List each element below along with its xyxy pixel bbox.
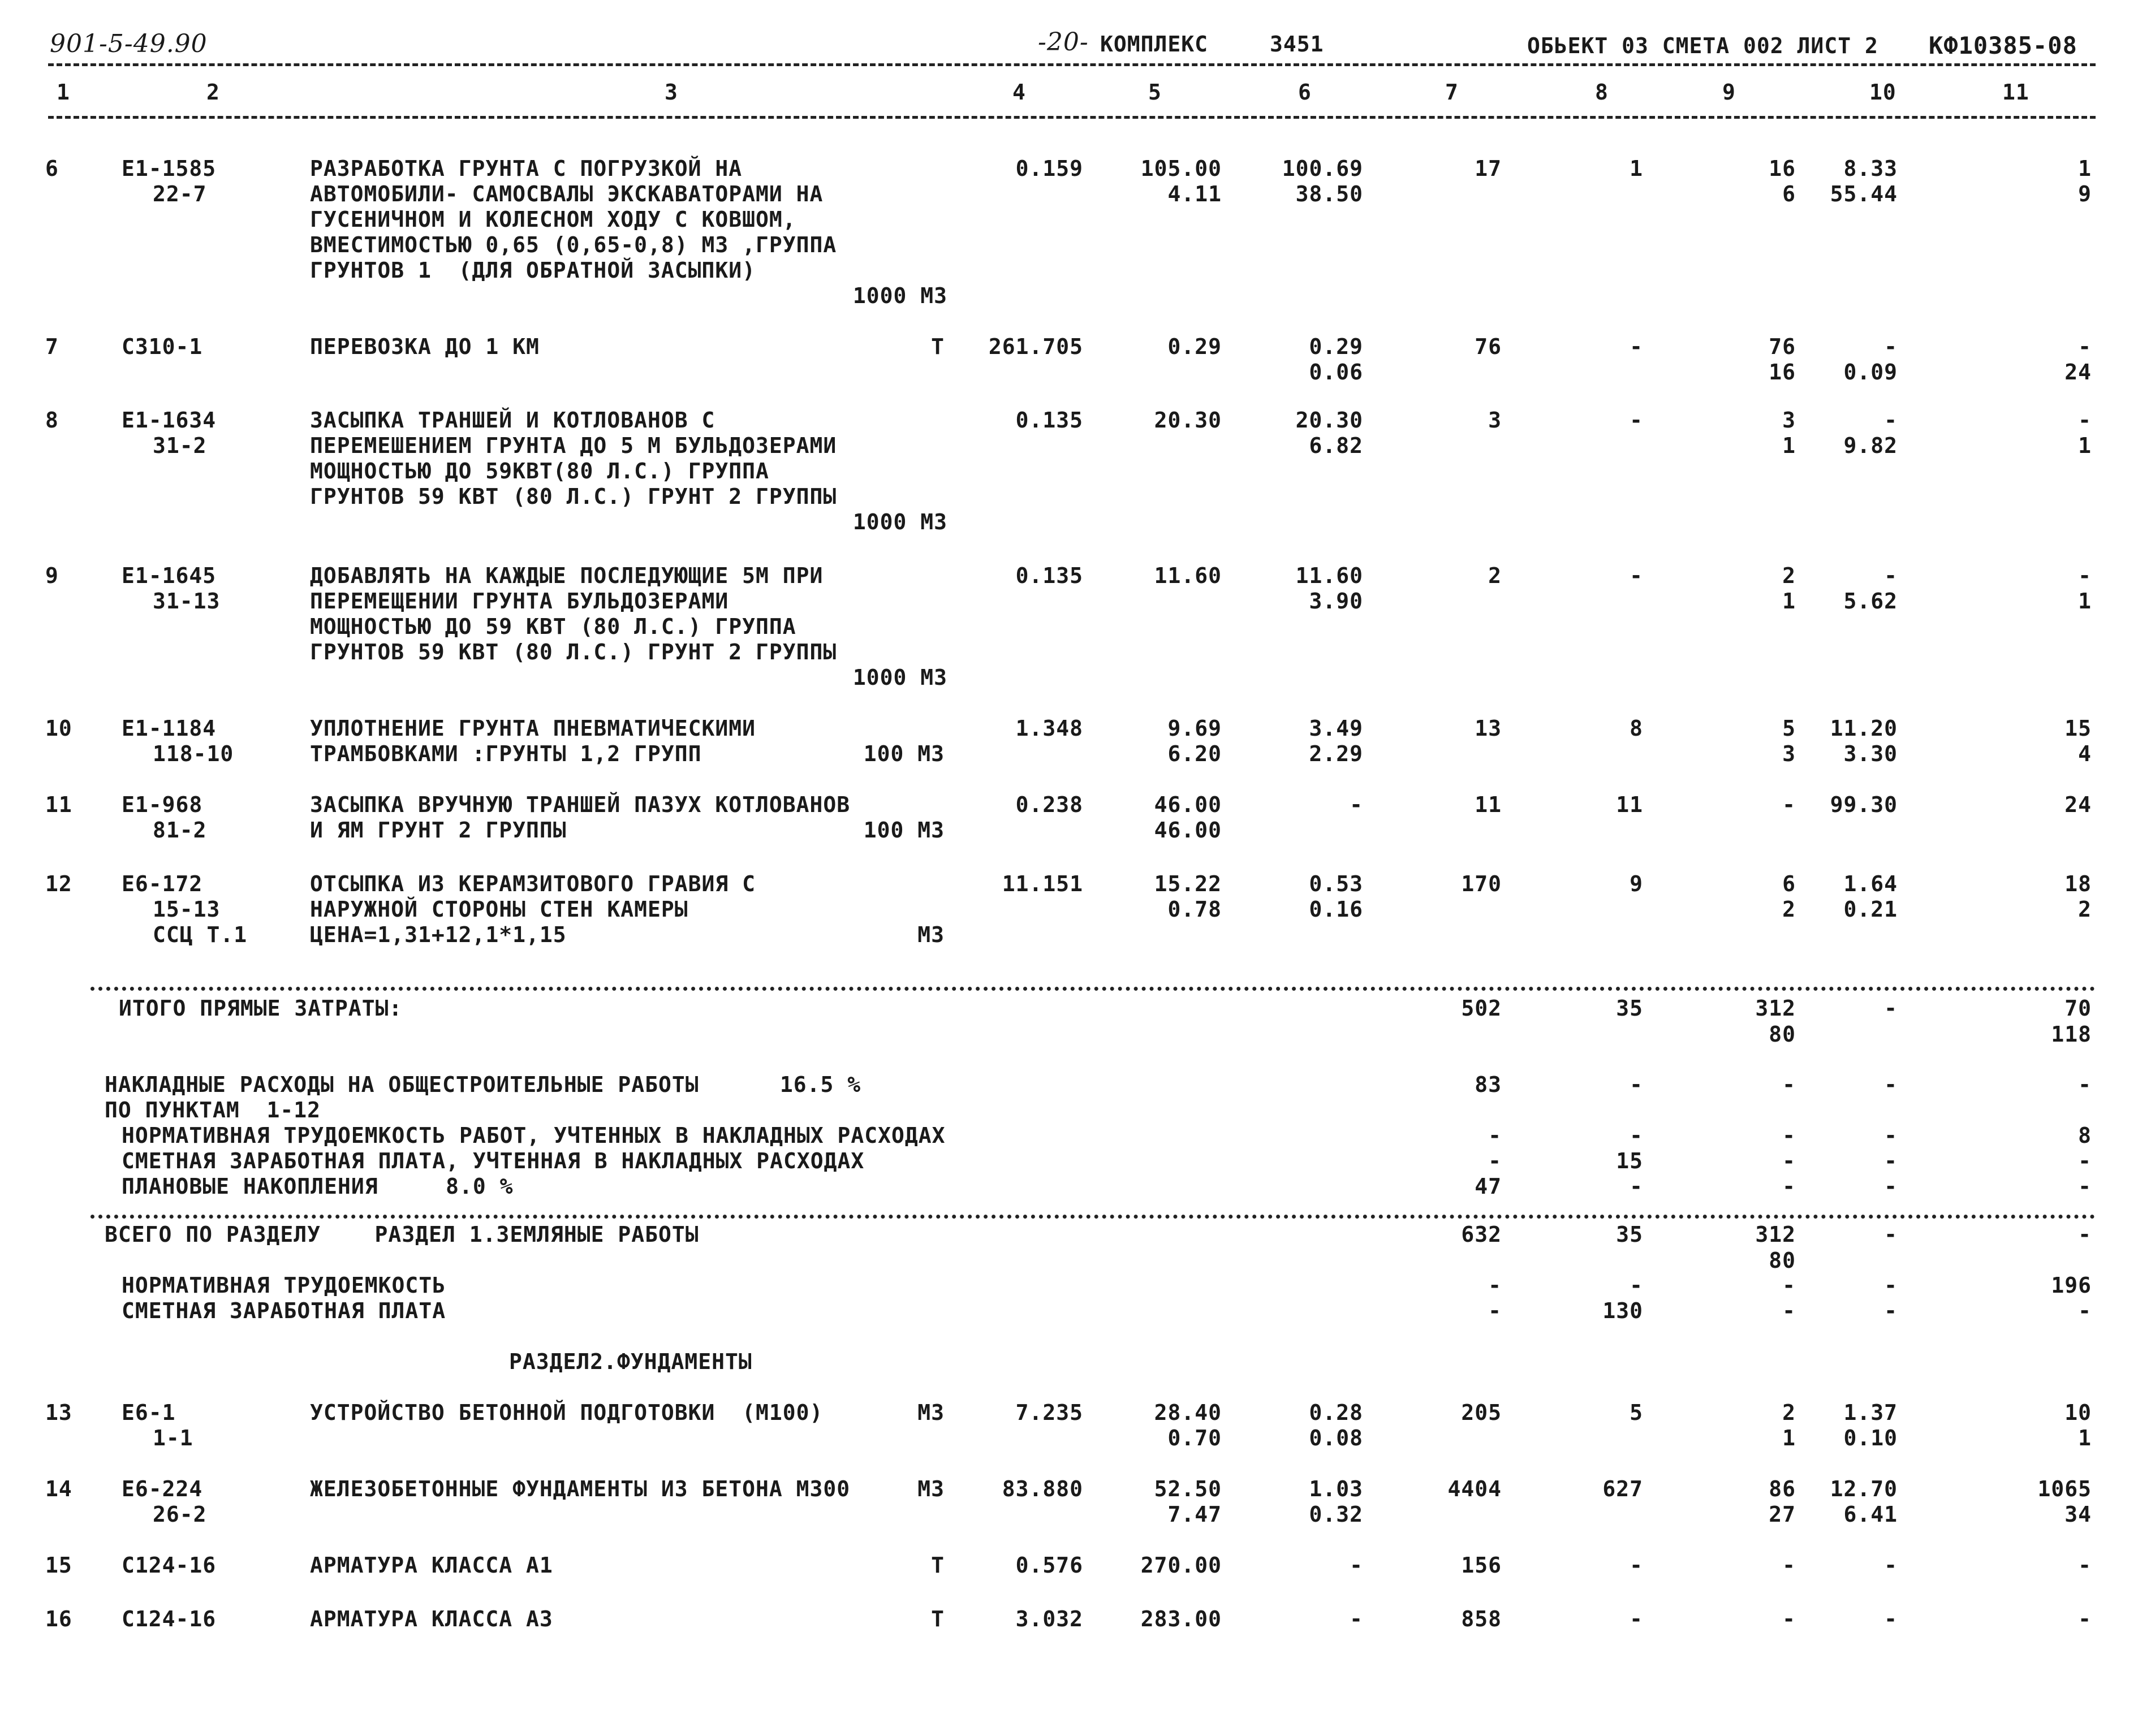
overhead-wage-label: СМЕТНАЯ ЗАРАБОТНАЯ ПЛАТА, УЧТЕННАЯ В НАКЛАДНЫХ РАСХОДАХ — [122, 1148, 865, 1173]
overhead-value: - — [1884, 1123, 1898, 1148]
row-c5: 46.00 — [1154, 792, 1222, 817]
row-unit: 1000 М3 — [852, 665, 947, 690]
row-c5: 105.00 — [1140, 156, 1222, 181]
row-unit: Т — [931, 334, 945, 359]
section-total-value: - — [1782, 1298, 1796, 1323]
row-c8: 1 — [1630, 156, 1643, 181]
row-c6: 3.49 — [1309, 716, 1363, 741]
row-c6: 0.06 — [1309, 360, 1363, 385]
row-c6: 6.82 — [1309, 433, 1363, 458]
subtotal-col11: 70 — [2064, 996, 2092, 1021]
column-header-3: 3 — [665, 80, 678, 105]
row-description: ОТСЫПКА ИЗ КЕРАМЗИТОВОГО ГРАВИЯ С — [310, 871, 756, 896]
row-quantity: 0.159 — [1015, 156, 1083, 181]
row-code: 22-7 — [153, 182, 207, 206]
row-code: ССЦ Т.1 — [153, 922, 248, 947]
row-c10: - — [1884, 1553, 1898, 1578]
row-unit: М3 — [917, 922, 945, 947]
row-c6: 3.90 — [1309, 589, 1363, 614]
row-c11: - — [2078, 408, 2092, 433]
row-c9: 3 — [1782, 408, 1796, 433]
row-c11: 1 — [2078, 589, 2092, 614]
row-c7: 156 — [1461, 1553, 1502, 1578]
row-quantity: 1.348 — [1015, 716, 1083, 741]
header-rule-top — [48, 63, 2096, 66]
section-total-label: ВСЕГО ПО РАЗДЕЛУ РАЗДЕЛ 1.ЗЕМЛЯНЫЕ РАБОТЫ — [105, 1222, 699, 1247]
row-c6: 0.28 — [1309, 1400, 1363, 1425]
page-number: -20- — [1038, 28, 1089, 57]
overhead-labor-label: НОРМАТИВНАЯ ТРУДОЕМКОСТЬ РАБОТ, УЧТЕННЫХ В НАКЛАДНЫХ РАСХОДАХ — [122, 1123, 946, 1148]
overhead-value: - — [1630, 1072, 1643, 1097]
section-total-value: - — [1782, 1273, 1796, 1298]
row-description: МОЩНОСТЬЮ ДО 59КВТ(80 Л.С.) ГРУППА — [310, 459, 769, 483]
row-c8: - — [1630, 1607, 1643, 1631]
row-c11: 24 — [2064, 792, 2092, 817]
row-unit: 100 М3 — [863, 741, 945, 766]
overhead-value: - — [1630, 1174, 1643, 1199]
row-c10: 6.41 — [1843, 1502, 1898, 1527]
row-description: ГРУНТОВ 1 (ДЛЯ ОБРАТНОЙ ЗАСЫПКИ) — [310, 258, 756, 283]
row-description: НАРУЖНОЙ СТОРОНЫ СТЕН КАМЕРЫ — [310, 897, 688, 922]
row-description: МОЩНОСТЬЮ ДО 59 КВТ (80 Л.С.) ГРУППА — [310, 614, 796, 639]
row-c11: 24 — [2064, 360, 2092, 385]
row-code: E1-1184 — [122, 716, 217, 741]
column-header-2: 2 — [206, 80, 220, 105]
row-description: ДОБАВЛЯТЬ НА КАЖДЫЕ ПОСЛЕДУЮЩИЕ 5М ПРИ — [310, 563, 824, 588]
row-c11: - — [2078, 563, 2092, 588]
row-c9: - — [1782, 792, 1796, 817]
row-c10: 1.37 — [1843, 1400, 1898, 1425]
row-c9: 6 — [1782, 871, 1796, 896]
row-c5: 15.22 — [1154, 871, 1222, 896]
row-c10: - — [1884, 408, 1898, 433]
row-c8: 11 — [1616, 792, 1643, 817]
column-header-8: 8 — [1595, 80, 1609, 105]
row-description: И ЯМ ГРУНТ 2 ГРУППЫ — [310, 818, 567, 843]
row-c9: 5 — [1782, 716, 1796, 741]
row-c10: 0.21 — [1843, 897, 1898, 922]
column-header-10: 10 — [1869, 80, 1896, 105]
row-code: C124-16 — [122, 1607, 217, 1631]
subtotal-col8: 35 — [1616, 996, 1643, 1021]
column-header-4: 4 — [1012, 80, 1026, 105]
row-code: E6-1 — [122, 1400, 176, 1425]
row-c6: 1.03 — [1309, 1476, 1363, 1501]
overhead-value: - — [1884, 1148, 1898, 1173]
row-quantity: 0.576 — [1015, 1553, 1083, 1578]
overhead-value: 15 — [1616, 1148, 1643, 1173]
row-c10: 55.44 — [1830, 182, 1898, 206]
row-c8: 9 — [1630, 871, 1643, 896]
row-c7: 170 — [1461, 871, 1502, 896]
row-c10: - — [1884, 1607, 1898, 1631]
row-c5: 6.20 — [1167, 741, 1222, 766]
row-unit: М3 — [917, 1476, 945, 1501]
row-number: 13 — [45, 1400, 72, 1425]
overhead-value: - — [1488, 1123, 1502, 1148]
header-rule-bottom — [48, 116, 2096, 119]
row-c9: 27 — [1769, 1502, 1796, 1527]
overhead-value: - — [1488, 1148, 1502, 1173]
row-c10: 0.10 — [1843, 1426, 1898, 1450]
row-c9: 16 — [1769, 360, 1796, 385]
row-description: АВТОМОБИЛИ- САМОСВАЛЫ ЭКСКАВАТОРАМИ НА — [310, 182, 824, 206]
object-sheet-info: ОБЬЕКТ 03 СМЕТА 002 ЛИСТ 2 — [1527, 33, 1878, 58]
overhead-value: 83 — [1475, 1072, 1502, 1097]
column-header-7: 7 — [1445, 80, 1459, 105]
row-c11: 1 — [2078, 156, 2092, 181]
row-c5: 0.78 — [1167, 897, 1222, 922]
section-labor-label: НОРМАТИВНАЯ ТРУДОЕМКОСТЬ — [122, 1273, 446, 1298]
overhead-value: - — [2078, 1174, 2092, 1199]
row-c9: 3 — [1782, 741, 1796, 766]
row-number: 6 — [45, 156, 59, 181]
section-total-col7: 632 — [1461, 1222, 1502, 1247]
row-c8: - — [1630, 408, 1643, 433]
row-c9: - — [1782, 1607, 1796, 1631]
row-code: E1-968 — [122, 792, 203, 817]
column-header-5: 5 — [1148, 80, 1162, 105]
row-number: 11 — [45, 792, 72, 817]
row-description: ГУСЕНИЧНОМ И КОЛЕСНОМ ХОДУ С КОВШОМ, — [310, 207, 796, 232]
overhead-label: НАКЛАДНЫЕ РАСХОДЫ НА ОБЩЕСТРОИТЕЛЬНЫЕ РАБОТЫ 16.5 % — [105, 1072, 861, 1097]
section-total-col11: - — [2078, 1222, 2092, 1247]
row-description: ПЕРЕМЕШЕНИЕМ ГРУНТА ДО 5 М БУЛЬДОЗЕРАМИ — [310, 433, 837, 458]
row-c6: 11.60 — [1295, 563, 1363, 588]
section-total-value: 196 — [2051, 1273, 2092, 1298]
row-c7: 76 — [1475, 334, 1502, 359]
section-total-value: - — [1884, 1273, 1898, 1298]
row-c9: 76 — [1769, 334, 1796, 359]
row-c10: 9.82 — [1843, 433, 1898, 458]
row-quantity: 7.235 — [1015, 1400, 1083, 1425]
row-c6: 38.50 — [1295, 182, 1363, 206]
row-c7: 205 — [1461, 1400, 1502, 1425]
row-c11: 1065 — [2037, 1476, 2092, 1501]
row-code: E1-1645 — [122, 563, 217, 588]
doc-number: 901-5-49.90 — [50, 29, 208, 58]
overhead-value: - — [2078, 1072, 2092, 1097]
section-total-value: 130 — [1602, 1298, 1643, 1323]
row-description: АРМАТУРА КЛАССА А3 — [310, 1607, 553, 1631]
row-c7: 17 — [1475, 156, 1502, 181]
row-c5: 0.29 — [1167, 334, 1222, 359]
row-description: ГРУНТОВ 59 КВТ (80 Л.С.) ГРУНТ 2 ГРУППЫ — [310, 640, 837, 664]
row-c8: 8 — [1630, 716, 1643, 741]
row-c9: 2 — [1782, 897, 1796, 922]
row-description: РАЗРАБОТКА ГРУНТА С ПОГРУЗКОЙ НА — [310, 156, 743, 181]
row-number: 14 — [45, 1476, 72, 1501]
row-description: АРМАТУРА КЛАССА А1 — [310, 1553, 553, 1578]
section-total-value: - — [1488, 1298, 1502, 1323]
row-number: 8 — [45, 408, 59, 433]
row-quantity: 83.880 — [1002, 1476, 1083, 1501]
row-c7: 4404 — [1447, 1476, 1502, 1501]
row-code: E6-172 — [122, 871, 203, 896]
row-description: ТРАМБОВКАМИ :ГРУНТЫ 1,2 ГРУПП — [310, 741, 702, 766]
row-c11: 34 — [2064, 1502, 2092, 1527]
row-c5: 11.60 — [1154, 563, 1222, 588]
row-c7: 2 — [1488, 563, 1502, 588]
row-c11: 1 — [2078, 433, 2092, 458]
overhead-value: - — [1782, 1148, 1796, 1173]
section-wage-label: СМЕТНАЯ ЗАРАБОТНАЯ ПЛАТА — [122, 1298, 446, 1323]
row-code: C310-1 — [122, 334, 203, 359]
row-unit: 100 М3 — [863, 818, 945, 843]
row-unit: Т — [931, 1553, 945, 1578]
row-description: ПЕРЕМЕЩЕНИИ ГРУНТА БУЛЬДОЗЕРАМИ — [310, 589, 729, 614]
row-c9: 1 — [1782, 589, 1796, 614]
row-code: 31-2 — [153, 433, 207, 458]
section-total-rule — [90, 1215, 2096, 1219]
section-total-value: - — [2078, 1298, 2092, 1323]
section-total-value: - — [1488, 1273, 1502, 1298]
row-unit: 1000 М3 — [852, 509, 947, 534]
row-c9: 86 — [1769, 1476, 1796, 1501]
row-number: 7 — [45, 334, 59, 359]
subtotal-col10: - — [1884, 996, 1898, 1021]
row-quantity: 0.135 — [1015, 563, 1083, 588]
row-c9: 1 — [1782, 433, 1796, 458]
section2-title: РАЗДЕЛ2.ФУНДАМЕНТЫ — [509, 1349, 752, 1374]
row-c5: 270.00 — [1140, 1553, 1222, 1578]
row-c7: 858 — [1461, 1607, 1502, 1631]
row-c11: 18 — [2064, 871, 2092, 896]
row-c5: 0.70 — [1167, 1426, 1222, 1450]
row-number: 12 — [45, 871, 72, 896]
row-c11: - — [2078, 1553, 2092, 1578]
overhead-items: ПО ПУНКТАМ 1-12 — [105, 1098, 321, 1122]
row-unit: 1000 М3 — [852, 283, 947, 308]
row-c11: 2 — [2078, 897, 2092, 922]
row-number: 10 — [45, 716, 72, 741]
row-c6: - — [1350, 1553, 1363, 1578]
row-c9: 6 — [1782, 182, 1796, 206]
subtotal-col9-b: 80 — [1769, 1022, 1796, 1047]
row-c11: 1 — [2078, 1426, 2092, 1450]
row-number: 9 — [45, 563, 59, 588]
subtotal-col11-b: 118 — [2051, 1022, 2092, 1047]
row-c9: 2 — [1782, 563, 1796, 588]
row-c6: 0.08 — [1309, 1426, 1363, 1450]
complex-number: 3451 — [1270, 32, 1324, 57]
row-c11: 10 — [2064, 1400, 2092, 1425]
row-c10: 5.62 — [1843, 589, 1898, 614]
overhead-value: - — [1884, 1072, 1898, 1097]
row-description: ПЕРЕВОЗКА ДО 1 КМ — [310, 334, 540, 359]
row-description: ГРУНТОВ 59 КВТ (80 Л.С.) ГРУНТ 2 ГРУППЫ — [310, 484, 837, 509]
row-description: ВМЕСТИМОСТЬЮ 0,65 (0,65-0,8) М3 ,ГРУППА — [310, 232, 837, 257]
row-c7: 3 — [1488, 408, 1502, 433]
row-c5: 46.00 — [1154, 818, 1222, 843]
row-quantity: 261.705 — [988, 334, 1083, 359]
column-header-6: 6 — [1298, 80, 1312, 105]
overhead-value: 47 — [1475, 1174, 1502, 1199]
row-code: 1-1 — [153, 1426, 193, 1450]
row-c6: - — [1350, 1607, 1363, 1631]
row-c10: 8.33 — [1843, 156, 1898, 181]
row-c10: 1.64 — [1843, 871, 1898, 896]
sheet-code: КФ10385-08 — [1929, 32, 2077, 59]
section-total-col8: 35 — [1616, 1222, 1643, 1247]
row-c6: 20.30 — [1295, 408, 1363, 433]
row-c8: - — [1630, 334, 1643, 359]
subtotal-rule — [90, 987, 2096, 991]
row-code: 26-2 — [153, 1502, 207, 1527]
section-total-value: - — [1884, 1298, 1898, 1323]
row-quantity: 0.238 — [1015, 792, 1083, 817]
row-c6: 0.29 — [1309, 334, 1363, 359]
row-description: УПЛОТНЕНИЕ ГРУНТА ПНЕВМАТИЧЕСКИМИ — [310, 716, 756, 741]
row-c7: 11 — [1475, 792, 1502, 817]
section-total-col9: 312 — [1755, 1222, 1796, 1247]
row-description: УСТРОЙСТВО БЕТОННОЙ ПОДГОТОВКИ (М100) — [310, 1400, 824, 1425]
row-c11: 15 — [2064, 716, 2092, 741]
row-description: ЖЕЛЕЗОБЕТОННЫЕ ФУНДАМЕНТЫ ИЗ БЕТОНА М300 — [310, 1476, 851, 1501]
row-description: ЗАСЫПКА ТРАНШЕЙ И КОТЛОВАНОВ С — [310, 408, 715, 433]
row-unit: М3 — [917, 1400, 945, 1425]
row-c6: 0.16 — [1309, 897, 1363, 922]
row-code: 118-10 — [153, 741, 234, 766]
column-header-1: 1 — [57, 80, 70, 105]
row-c5: 283.00 — [1140, 1607, 1222, 1631]
row-c8: 5 — [1630, 1400, 1643, 1425]
row-c11: 9 — [2078, 182, 2092, 206]
row-c5: 20.30 — [1154, 408, 1222, 433]
row-c5: 28.40 — [1154, 1400, 1222, 1425]
row-c10: 11.20 — [1830, 716, 1898, 741]
overhead-value: - — [1630, 1123, 1643, 1148]
row-code: 31-13 — [153, 589, 221, 614]
row-unit: Т — [931, 1607, 945, 1631]
overhead-value: 8 — [2078, 1123, 2092, 1148]
subtotal-label: ИТОГО ПРЯМЫЕ ЗАТРАТЫ: — [119, 996, 403, 1021]
row-c11: 4 — [2078, 741, 2092, 766]
row-c9: 2 — [1782, 1400, 1796, 1425]
row-c5: 9.69 — [1167, 716, 1222, 741]
planned-savings-label: ПЛАНОВЫЕ НАКОПЛЕНИЯ 8.0 % — [122, 1174, 514, 1199]
row-description: ЦЕНА=1,31+12,1*1,15 — [310, 922, 567, 947]
column-header-11: 11 — [2002, 80, 2029, 105]
row-number: 16 — [45, 1607, 72, 1631]
row-code: E1-1585 — [122, 156, 217, 181]
subtotal-col7: 502 — [1461, 996, 1502, 1021]
row-c6: 0.32 — [1309, 1502, 1363, 1527]
row-c6: 100.69 — [1282, 156, 1363, 181]
row-quantity: 11.151 — [1002, 871, 1083, 896]
row-code: C124-16 — [122, 1553, 217, 1578]
row-quantity: 0.135 — [1015, 408, 1083, 433]
row-c8: - — [1630, 563, 1643, 588]
overhead-value: - — [1782, 1174, 1796, 1199]
complex-label: КОМПЛЕКС — [1100, 32, 1209, 57]
row-c8: 627 — [1602, 1476, 1643, 1501]
row-c6: - — [1350, 792, 1363, 817]
row-c10: 3.30 — [1843, 741, 1898, 766]
row-c9: 16 — [1769, 156, 1796, 181]
row-c10: - — [1884, 334, 1898, 359]
row-code: 81-2 — [153, 818, 207, 843]
row-c9: - — [1782, 1553, 1796, 1578]
column-header-9: 9 — [1722, 80, 1736, 105]
section-total-col9-b: 80 — [1769, 1248, 1796, 1273]
section-total-col10: - — [1884, 1222, 1898, 1247]
row-c8: - — [1630, 1553, 1643, 1578]
row-code: E6-224 — [122, 1476, 203, 1501]
row-c10: 99.30 — [1830, 792, 1898, 817]
row-c5: 7.47 — [1167, 1502, 1222, 1527]
row-c9: 1 — [1782, 1426, 1796, 1450]
row-c11: - — [2078, 334, 2092, 359]
row-c10: 0.09 — [1843, 360, 1898, 385]
row-c7: 13 — [1475, 716, 1502, 741]
row-c6: 2.29 — [1309, 741, 1363, 766]
row-c5: 4.11 — [1167, 182, 1222, 206]
overhead-value: - — [2078, 1148, 2092, 1173]
overhead-value: - — [1782, 1072, 1796, 1097]
row-quantity: 3.032 — [1015, 1607, 1083, 1631]
subtotal-col9: 312 — [1755, 996, 1796, 1021]
row-c6: 0.53 — [1309, 871, 1363, 896]
row-number: 15 — [45, 1553, 72, 1578]
row-description: ЗАСЫПКА ВРУЧНУЮ ТРАНШЕЙ ПАЗУХ КОТЛОВАНОВ — [310, 792, 851, 817]
row-c10: 12.70 — [1830, 1476, 1898, 1501]
row-code: 15-13 — [153, 897, 221, 922]
row-c5: 52.50 — [1154, 1476, 1222, 1501]
overhead-value: - — [1782, 1123, 1796, 1148]
section-total-value: - — [1630, 1273, 1643, 1298]
row-c10: - — [1884, 563, 1898, 588]
overhead-value: - — [1884, 1174, 1898, 1199]
row-code: E1-1634 — [122, 408, 217, 433]
row-c11: - — [2078, 1607, 2092, 1631]
